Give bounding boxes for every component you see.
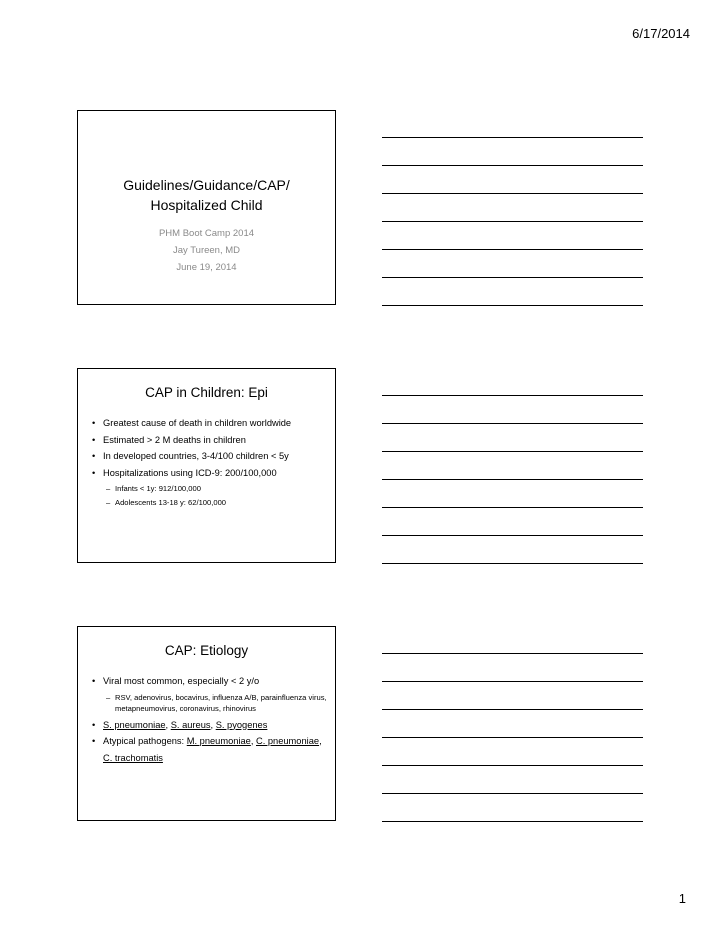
slide-thumbnail-3 bbox=[77, 626, 336, 821]
bullet-text: Hospitalizations using ICD-9: 200/100,000 bbox=[103, 467, 277, 478]
sub-bullet-list bbox=[103, 692, 327, 715]
note-line bbox=[382, 165, 643, 166]
note-line bbox=[382, 507, 643, 508]
sub-bullet-item: – Infants < 1y: 912/100,000 bbox=[106, 483, 327, 495]
note-line bbox=[382, 737, 643, 738]
note-line bbox=[382, 535, 643, 536]
note-line bbox=[382, 277, 643, 278]
print-date: 6/17/2014 bbox=[632, 26, 690, 41]
subtitle-line: PHM Boot Camp 2014 bbox=[158, 228, 255, 239]
slide-thumbnail-1 bbox=[77, 110, 336, 305]
pathogen-link[interactable]: M. pneumoniae bbox=[186, 736, 251, 746]
bullet-item bbox=[92, 733, 327, 766]
note-line bbox=[382, 221, 643, 222]
subtitle-line: June 19, 2014 bbox=[176, 262, 237, 273]
bullet-text: Viral most common, especially < 2 y/o bbox=[103, 676, 260, 686]
note-line bbox=[382, 709, 643, 710]
bullet-item bbox=[92, 717, 327, 734]
separator: , bbox=[210, 719, 216, 730]
note-line bbox=[382, 653, 643, 654]
sub-bullet-item: – Adolescents 13-18 y: 62/100,000 bbox=[106, 497, 327, 509]
bullet-item bbox=[92, 465, 327, 509]
bullet-list bbox=[92, 673, 327, 766]
slide-title: Guidelines/Guidance/CAP/ Hospitalized Child bbox=[123, 177, 290, 213]
bullet-item: • In developed countries, 3-4/100 children < 5y bbox=[92, 448, 327, 465]
note-line bbox=[382, 681, 643, 682]
note-line bbox=[382, 249, 643, 250]
note-line bbox=[382, 479, 643, 480]
subtitle-line: Jay Tureen, MD bbox=[172, 245, 241, 256]
bullet-item: • Estimated > 2 M deaths in children bbox=[92, 432, 327, 449]
note-line bbox=[382, 395, 643, 396]
bullet-item: • Greatest cause of death in children worldwide bbox=[92, 415, 327, 432]
bullet-prefix: Atypical pathogens: bbox=[103, 736, 187, 746]
sub-bullet-list bbox=[103, 483, 327, 508]
slide-title: CAP: Etiology bbox=[164, 643, 249, 658]
note-line bbox=[382, 423, 643, 424]
slide-title: CAP in Children: Epi bbox=[145, 385, 268, 400]
pathogen-link[interactable]: C. trachomatis bbox=[103, 752, 163, 763]
slide-subtitle bbox=[78, 225, 335, 276]
pathogen-link[interactable]: S. aureus bbox=[170, 719, 211, 730]
separator: , bbox=[250, 736, 256, 746]
notes-lines-2 bbox=[382, 395, 643, 591]
note-line bbox=[382, 821, 643, 822]
sub-bullet-item: – RSV, adenovirus, bocavirus, influenza A/B, parainfluenza virus, metapneumovirus, coronavirus, rhinovirus bbox=[106, 692, 327, 715]
notes-lines-3 bbox=[382, 653, 643, 849]
slide-thumbnail-2 bbox=[77, 368, 336, 563]
note-line bbox=[382, 563, 643, 564]
separator: , bbox=[165, 719, 171, 730]
note-line bbox=[382, 193, 643, 194]
note-line bbox=[382, 305, 643, 306]
pathogen-link[interactable]: C. pneumoniae bbox=[256, 736, 320, 746]
note-line bbox=[382, 793, 643, 794]
bullet-list bbox=[92, 415, 327, 510]
note-line bbox=[382, 137, 643, 138]
pathogen-link[interactable]: S. pyogenes bbox=[215, 719, 268, 730]
notes-lines-1 bbox=[382, 137, 643, 333]
note-line bbox=[382, 765, 643, 766]
page-number: 1 bbox=[678, 891, 686, 906]
separator: , bbox=[319, 736, 322, 746]
bullet-item bbox=[92, 673, 327, 715]
note-line bbox=[382, 451, 643, 452]
pathogen-link[interactable]: S. pneumoniae bbox=[103, 719, 166, 730]
